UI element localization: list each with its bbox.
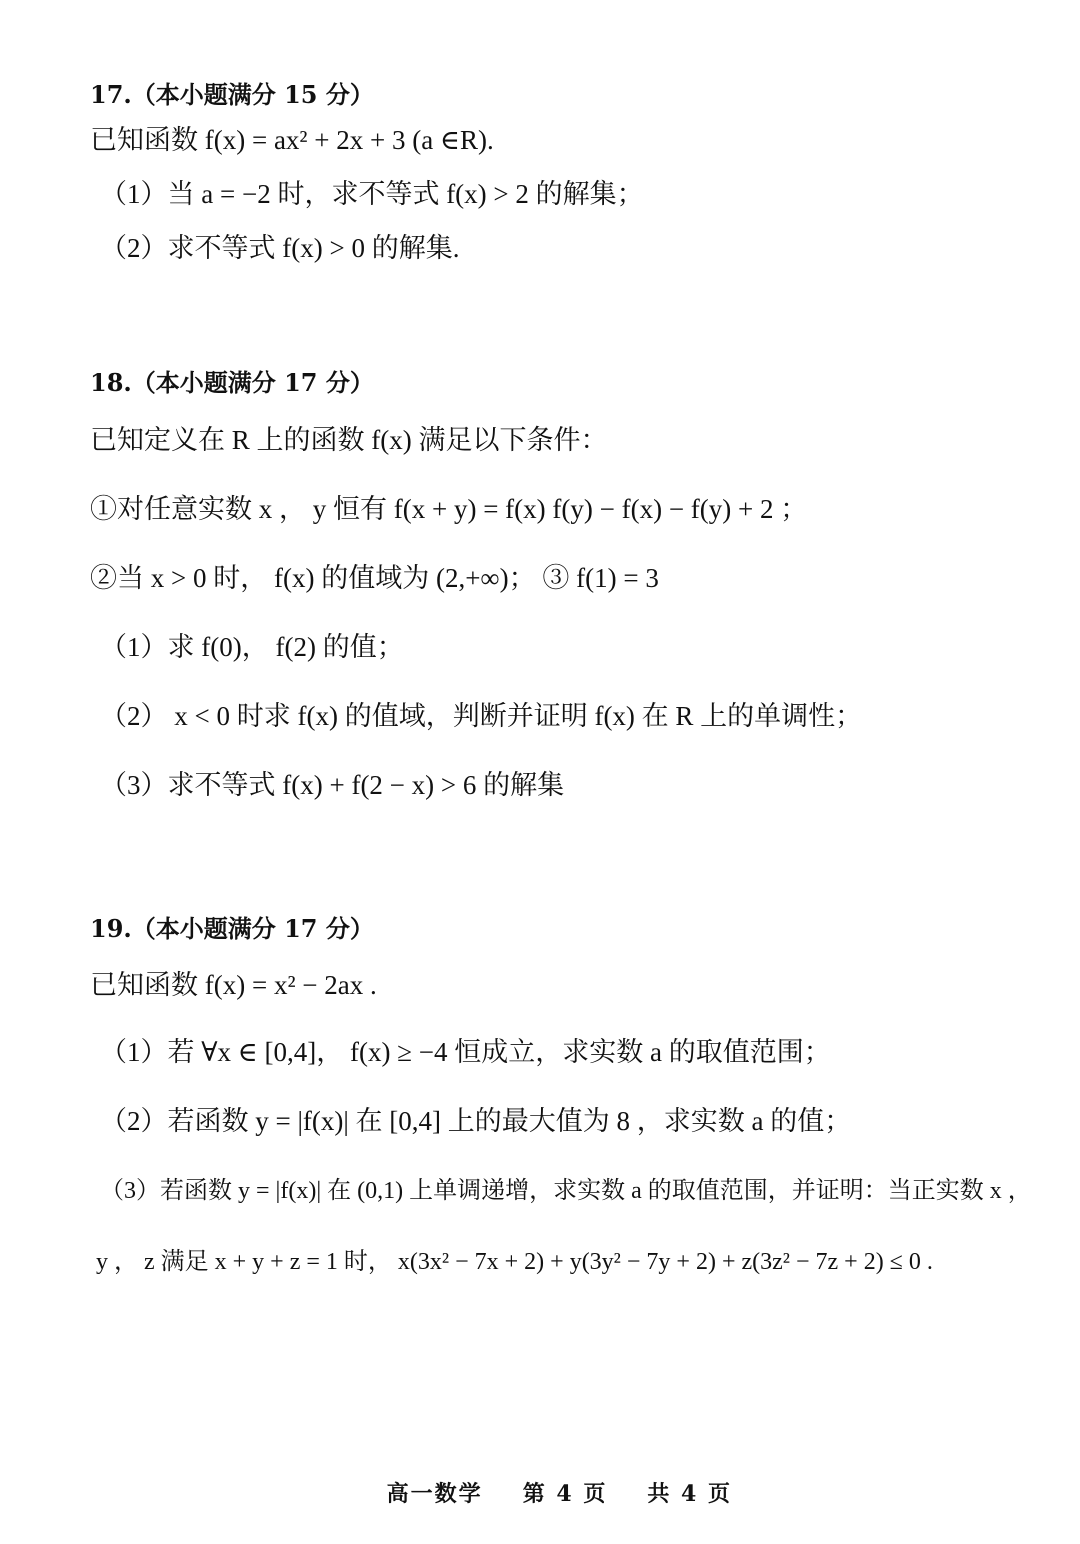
question-19-heading: 19.（本小题满分 17 分） [90,914,374,943]
question-17-part-1: （1）当 a = −2 时，求不等式 f(x) > 2 的解集； [100,179,644,209]
question-18-condition-1: ①对任意实数 x ， y 恒有 f(x + y) = f(x) f(y) − f(x) − f(y) + 2 ； [90,494,808,524]
question-19-part-1: （1）若 ∀x ∈ [0,4]， f(x) ≥ −4 恒成立，求实数 a 的取值范围； [100,1037,831,1067]
question-19-part-2: （2）若函数 y = |f(x)| 在 [0,4] 上的最大值为 8 ，求实数 a 的值； [100,1106,852,1136]
question-18-part-1: （1）求 f(0)， f(2) 的值； [100,632,404,662]
question-18-part-2: （2） x < 0 时求 f(x) 的值域，判断并证明 f(x) 在 R 上的单调性； [100,701,863,731]
question-17-part-2: （2）求不等式 f(x) > 0 的解集. [100,233,460,263]
question-17-stem: 已知函数 f(x) = ax² + 2x + 3 (a ∈R). [90,125,494,155]
question-17-heading: 17.（本小题满分 15 分） [90,80,374,109]
footer-page-number: 第 4 页 [522,1481,608,1507]
footer-subject: 高一数学 [386,1481,483,1507]
footer-total-pages: 共 4 页 [647,1481,732,1507]
question-18-part-3: （3）求不等式 f(x) + f(2 − x) > 6 的解集 [100,770,565,800]
question-18-stem: 已知定义在 R 上的函数 f(x) 满足以下条件： [90,425,608,455]
question-19-part-3-continued: y ， z 满足 x + y + z = 1 时， x(3x² − 7x + 2) + y(3y² − 7y + 2) + z(3z² − 7z + 2) ≤ 0 . [96,1249,933,1275]
question-19-part-3: （3）若函数 y = |f(x)| 在 (0,1) 上单调递增，求实数 a 的取值范围，并证明：当正实数 x ， [100,1178,1032,1204]
question-19-stem: 已知函数 f(x) = x² − 2ax . [90,970,377,1000]
page-footer [0,1451,1080,1534]
question-18-condition-2: ②当 x > 0 时， f(x) 的值域为 (2,+∞)； ③ f(1) = 3 [90,563,659,593]
question-18-heading: 18.（本小题满分 17 分） [90,368,374,397]
